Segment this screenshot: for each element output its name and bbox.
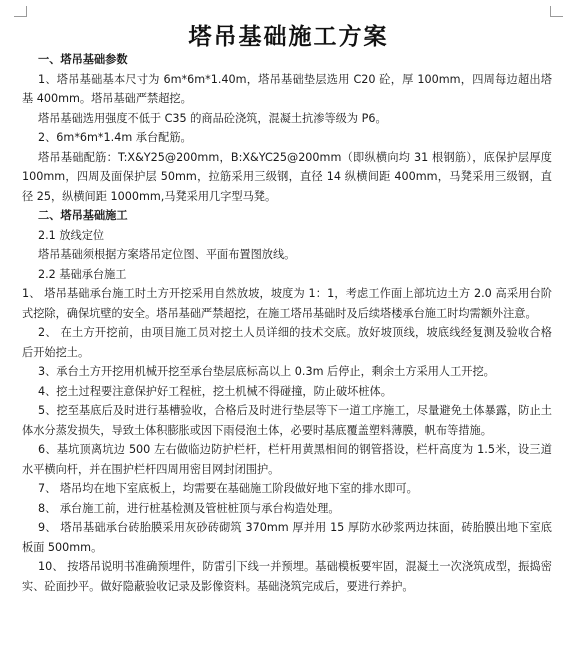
paragraph: 2、6m*6m*1.4m 承台配筋。 [38,131,192,144]
paragraph: 塔吊基础选用强度不低于 C35 的商品砼浇筑，混凝土抗渗等级为 P6。 [38,111,387,125]
paragraph: 塔吊基础须根据方案塔吊定位图、平面布置图放线。 [38,248,296,261]
paragraph: 10、 按塔吊说明书准确预埋件，防雷引下线一并预埋。基础模板要牢固，混凝土一次浇筑成型，振捣密实、砼面抄平。做好隐蔽验收记录及影像资料。基础浇筑完成后，要进行养护。 [22,560,552,593]
paragraph: 2.1 放线定位 [38,228,105,242]
paragraph: 2、 在土方开挖前，由项目施工员对挖土人员详细的技术交底。放好坡顶线，坡底线经复测及验收合格后开始挖土。 [22,326,552,359]
section-heading: 一、塔吊基础参数 [38,53,128,66]
paragraph: 塔吊基础配筋：T:X&Y25@200mm，B:X&YC25@200mm（即纵横向均 31 根钢筋），底保护层厚度 100mm，四周及面保护层 50mm，拉筋采用三级钢，直径 14 纵横间距 400mm，马凳采用三级钢，直径 25，纵横间距 1000mm,马凳采用几字型马凳。 [22,150,552,203]
section-heading: 二、塔吊基础施工 [38,209,128,222]
document-body [22,50,552,596]
paragraph: 4、挖土过程要注意保护好工程桩，挖土机械不得碰撞，防止破坏桩体。 [38,384,392,398]
document-title: 塔吊基础施工方案 [188,23,389,50]
paragraph: 7、 塔吊均在地下室底板上，均需要在基础施工阶段做好地下室的排水即可。 [38,482,418,495]
paragraph: 9、 塔吊基础承台砖胎膜采用灰砂砖砌筑 370mm 厚并用 15 厚防水砂浆两边抹面，砖胎膜出地下室底板面 500mm。 [22,521,552,554]
paragraph: 3、承台土方开挖用机械开挖至承台垫层底标高以上 0.3m 后停止，剩余土方采用人工开挖。 [38,365,495,378]
page-corner-mark-left [14,6,27,17]
paragraph: 2.2 基础承台施工 [38,267,127,281]
paragraph: 8、 承台施工前，进行桩基检测及管桩桩顶与承台构造处理。 [38,501,340,515]
paragraph: 5、挖至基底后及时进行基槽验收，合格后及时进行垫层等下一道工序施工，尽量避免土体暴露，防止土体水分蒸发损失，导致土体积膨胀或因下雨侵泡土体，必要时基底覆盖塑料薄膜，帆布等措施。 [22,404,552,437]
page-corner-mark-right [550,6,563,17]
paragraph: 6、基坑顶离坑边 500 左右做临边防护栏杆，栏杆用黄黑相间的钢管搭设，栏杆高度为 1.5米，设三道水平横向杆，并在围护栏杆四周用密目网封闭围护。 [22,443,552,476]
paragraph: 1、 塔吊基础承台施工时土方开挖采用自然放坡，坡度为 1：1，考虑工作面上部坑边土方 2.0 高采用台阶式挖除，确保坑壁的安全。塔吊基础严禁超挖，在施工塔吊基础时及后续塔楼承台施工时均需额外注意。 [22,287,552,320]
paragraph: 1、塔吊基础基本尺寸为 6m*6m*1.40m，塔吊基础垫层选用 C20 砼，厚 100mm，四周每边超出塔基 400mm。塔吊基础严禁超挖。 [22,72,552,105]
